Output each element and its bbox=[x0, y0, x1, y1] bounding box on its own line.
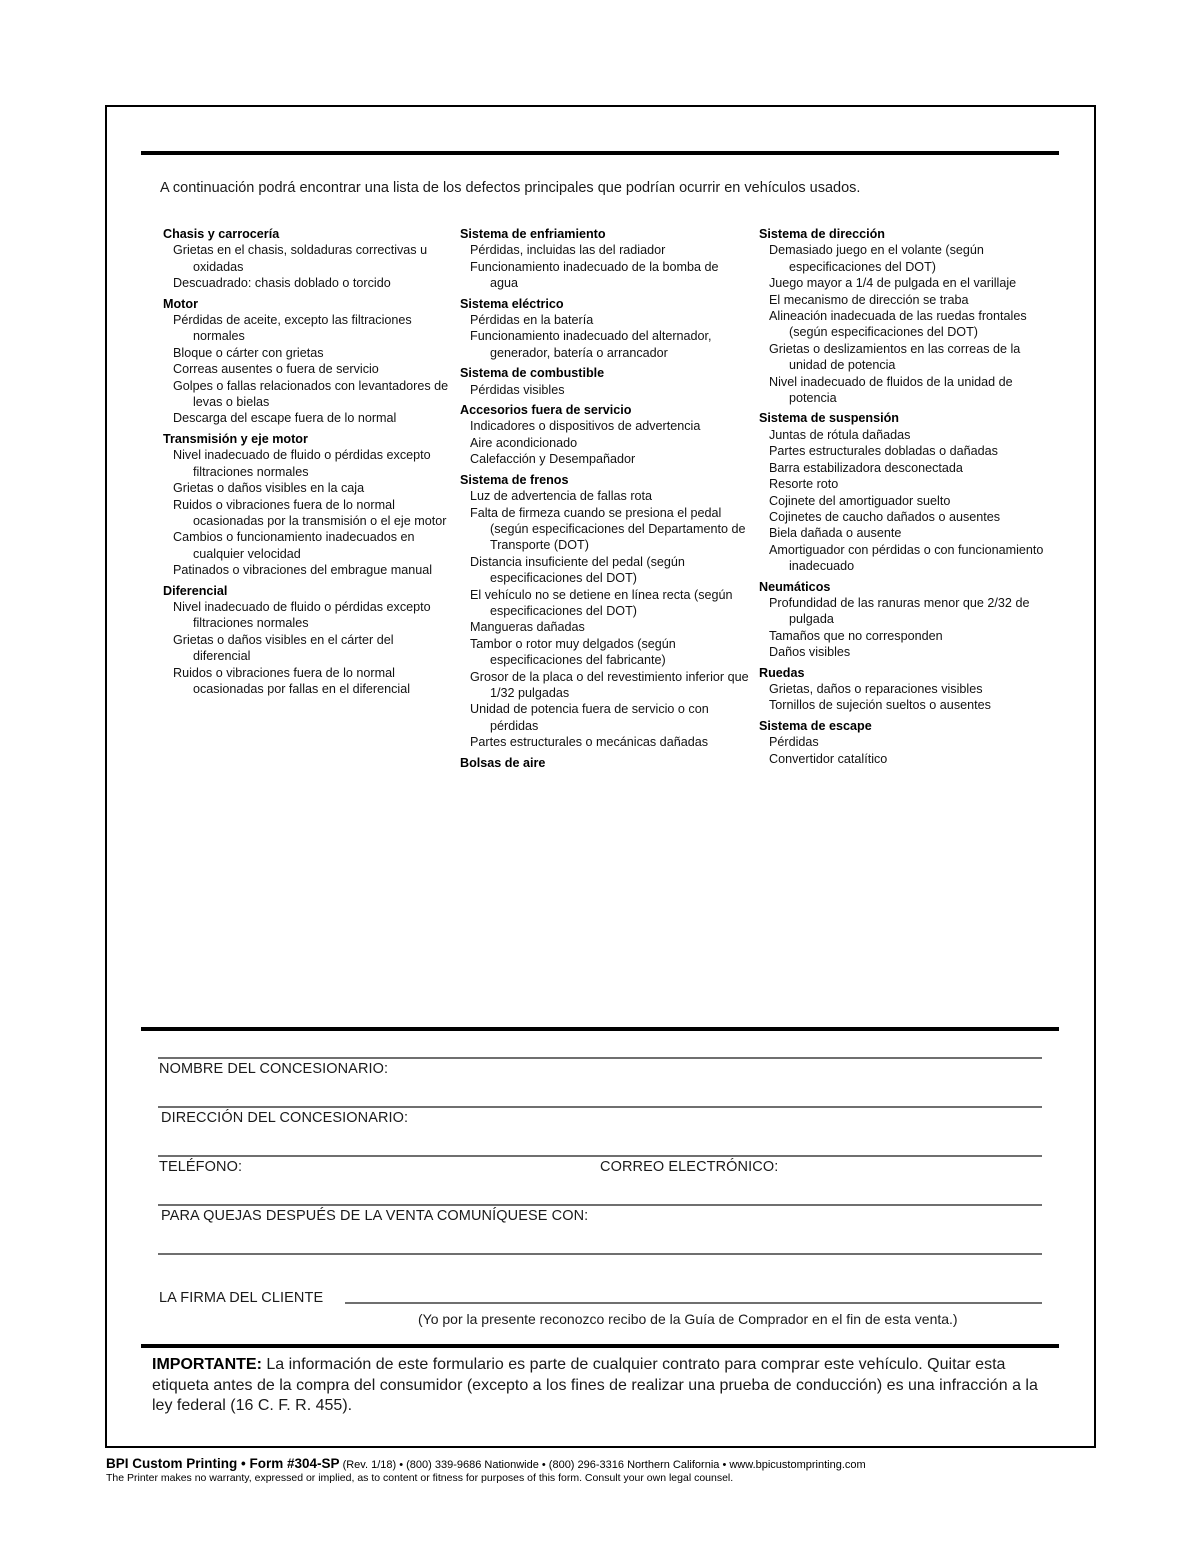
defect-item: Mangueras dañadas bbox=[470, 620, 585, 635]
defect-item: Distancia insuficiente del pedal (según especificaciones del DOT) bbox=[470, 554, 685, 586]
dealer-address-field[interactable]: DIRECCIÓN DEL CONCESIONARIO: bbox=[161, 1110, 409, 1126]
defect-section bbox=[460, 296, 750, 362]
email-field[interactable]: CORREO ELECTRÓNICO: bbox=[600, 1159, 779, 1175]
defect-section bbox=[759, 410, 1049, 574]
defect-item: Grietas en el chasis, soldaduras correctivas u oxidadas bbox=[173, 243, 428, 274]
defect-section bbox=[460, 472, 750, 751]
section-title: Sistema de enfriamiento bbox=[460, 227, 606, 241]
contact-line bbox=[158, 1155, 1042, 1157]
defect-section bbox=[163, 431, 453, 579]
complaints-contact-line[interactable] bbox=[158, 1253, 1042, 1255]
defects-column-3 bbox=[759, 226, 1049, 771]
defect-item: Amortiguador con pérdidas o con funcionamiento inadecuado bbox=[769, 542, 1044, 574]
defect-item: Daños visibles bbox=[769, 645, 851, 660]
defect-section bbox=[460, 226, 750, 292]
section-title: Sistema eléctrico bbox=[460, 296, 564, 311]
section-title: Accesorios fuera de servicio bbox=[460, 403, 632, 418]
defect-item: Juntas de rótula dañadas bbox=[769, 427, 911, 442]
defect-section bbox=[163, 583, 453, 698]
defect-item: Partes estructurales dobladas o dañadas bbox=[769, 444, 998, 459]
defect-item: Alineación inadecuada de las ruedas frontales (según especificaciones del DOT) bbox=[769, 309, 1027, 340]
defect-item: Pérdidas bbox=[769, 735, 819, 750]
defect-item: Patinados o vibraciones del embrague manual bbox=[173, 563, 433, 578]
bottom-rule bbox=[141, 1344, 1059, 1348]
defect-item: El mecanismo de dirección se traba bbox=[769, 292, 969, 307]
defect-item: Juego mayor a 1/4 de pulgada en el varillaje bbox=[769, 276, 1017, 291]
phone-field[interactable]: TELÉFONO: bbox=[159, 1159, 243, 1175]
defect-item: Convertidor catalítico bbox=[769, 751, 888, 766]
dealer-address-line bbox=[158, 1106, 1042, 1108]
dealer-name-line bbox=[158, 1057, 1042, 1059]
intro-text: A continuación podrá encontrar una lista de los defectos principales que podrían ocurrir en vehículos usados. bbox=[160, 180, 861, 196]
section-title: Bolsas de aire bbox=[460, 755, 546, 770]
defect-section bbox=[759, 226, 1049, 406]
defect-item: Barra estabilizadora desconectada bbox=[769, 460, 963, 475]
section-title: Ruedas bbox=[759, 665, 805, 680]
acknowledgement-text: (Yo por la presente reconozco recibo de la Guía de Comprador en el fin de esta venta.) bbox=[418, 1311, 958, 1327]
middle-rule bbox=[141, 1027, 1059, 1031]
defect-item: Cojinete del amortiguador suelto bbox=[769, 493, 951, 508]
defect-section bbox=[460, 365, 750, 398]
section-title: Motor bbox=[163, 296, 198, 311]
defect-item: Ruidos o vibraciones fuera de lo normal ocasionadas por fallas en el diferencial bbox=[173, 665, 411, 696]
defect-item: Calefacción y Desempañador bbox=[470, 452, 636, 467]
dealer-name-field[interactable]: NOMBRE DEL CONCESIONARIO: bbox=[159, 1061, 389, 1077]
defect-item: Nivel inadecuado de fluidos de la unidad de potencia bbox=[769, 374, 1013, 406]
important-notice bbox=[152, 1355, 1062, 1417]
defect-section bbox=[163, 296, 453, 427]
defect-item: Nivel inadecuado de fluido o pérdidas excepto filtraciones normales bbox=[173, 448, 431, 479]
section-title: Neumáticos bbox=[759, 579, 831, 594]
defect-item: Pérdidas visibles bbox=[470, 382, 565, 397]
defect-item: Pérdidas, incluidas las del radiador bbox=[470, 243, 666, 258]
defect-item: Bloque o cárter con grietas bbox=[173, 345, 324, 360]
defect-item: Descarga del escape fuera de lo normal bbox=[173, 411, 397, 426]
defect-item: Partes estructurales o mecánicas dañadas bbox=[470, 735, 709, 750]
defect-section bbox=[759, 665, 1049, 714]
defect-item: Aire acondicionado bbox=[470, 435, 578, 450]
defect-item: Pérdidas en la batería bbox=[470, 313, 594, 328]
defect-section bbox=[460, 755, 750, 771]
defect-item: Correas ausentes o fuera de servicio bbox=[173, 362, 379, 377]
section-title: Transmisión y eje motor bbox=[163, 431, 308, 446]
section-title: Diferencial bbox=[163, 583, 228, 598]
complaints-field[interactable]: PARA QUEJAS DESPUÉS DE LA VENTA COMUNÍQUESE CON: bbox=[161, 1208, 589, 1224]
section-title: Sistema de escape bbox=[759, 718, 872, 733]
defect-item: Tornillos de sujeción sueltos o ausentes bbox=[769, 698, 991, 713]
defect-item: Grietas o daños visibles en el cárter del diferencial bbox=[173, 632, 394, 664]
top-rule bbox=[141, 151, 1059, 155]
printer-details: (Rev. 1/18) • (800) 339-9686 Nationwide • (800) 296-3316 Northern California • www.bpicustomprinting.com bbox=[339, 1459, 866, 1471]
defect-section bbox=[759, 579, 1049, 661]
defect-item: Descuadrado: chasis doblado o torcido bbox=[173, 276, 391, 291]
defect-item: Nivel inadecuado de fluido o pérdidas excepto filtraciones normales bbox=[173, 599, 431, 631]
section-title: Sistema de combustible bbox=[460, 366, 605, 381]
defect-item: Funcionamiento inadecuado del alternador, generador, batería o arrancador bbox=[470, 329, 712, 360]
defect-item: Pérdidas de aceite, excepto las filtraciones normales bbox=[173, 313, 412, 344]
defect-item: Biela dañada o ausente bbox=[769, 526, 902, 541]
defects-column-2 bbox=[460, 226, 750, 775]
complaints-line bbox=[158, 1204, 1042, 1206]
defect-item: Unidad de potencia fuera de servicio o con pérdidas bbox=[470, 702, 709, 733]
defect-item: Tamaños que no corresponden bbox=[769, 628, 943, 643]
important-label: IMPORTANTE: bbox=[152, 1356, 262, 1373]
defect-section bbox=[163, 226, 453, 292]
defect-item: El vehículo no se detiene en línea recta (según especificaciones del DOT) bbox=[470, 587, 733, 618]
printer-disclaimer: The Printer makes no warranty, expressed or implied, as to content or fitness for purposes of this form. Consult your own legal counsel. bbox=[106, 1472, 734, 1484]
defect-item: Grietas o deslizamientos en las correas de la unidad de potencia bbox=[769, 341, 1021, 373]
section-title: Sistema de suspensión bbox=[759, 411, 899, 426]
signature-field[interactable] bbox=[345, 1302, 1042, 1304]
defect-item: Grietas, daños o reparaciones visibles bbox=[769, 681, 983, 696]
important-text: La información de este formulario es parte de cualquier contrato para comprar este vehículo. Quitar esta etiqueta antes de la compra del consumidor (excepto a los fines de realizar una prueba de conducción) es una infracción a la ley federal (16 C. F. R. 455). bbox=[152, 1356, 1038, 1414]
section-title: Chasis y carrocería bbox=[163, 227, 280, 241]
defect-item: Golpes o fallas relacionados con levantadores de levas o bielas bbox=[173, 378, 449, 410]
defect-item: Cambios o funcionamiento inadecuados en cualquier velocidad bbox=[173, 530, 415, 561]
defect-item: Profundidad de las ranuras menor que 2/32 de pulgada bbox=[769, 595, 1030, 627]
printer-brand: BPI Custom Printing • Form #304-SP bbox=[106, 1456, 340, 1471]
defect-item: Grosor de la placa o del revestimiento inferior que 1/32 pulgadas bbox=[470, 669, 749, 700]
defect-item: Grietas o daños visibles en la caja bbox=[173, 481, 365, 496]
printer-footer bbox=[106, 1457, 866, 1485]
section-title: Sistema de frenos bbox=[460, 472, 569, 487]
defect-item: Funcionamiento inadecuado de la bomba de agua bbox=[470, 259, 719, 291]
defect-item: Indicadores o dispositivos de advertencia bbox=[470, 419, 701, 434]
defect-item: Tambor o rotor muy delgados (según especificaciones del fabricante) bbox=[470, 636, 676, 668]
defect-section bbox=[460, 402, 750, 468]
defects-column-1 bbox=[163, 226, 453, 701]
signature-label: LA FIRMA DEL CLIENTE bbox=[159, 1290, 324, 1306]
defect-item: Falta de firmeza cuando se presiona el pedal (según especificaciones del Departamento de Transporte (DOT) bbox=[470, 505, 746, 553]
defect-item: Demasiado juego en el volante (según especificaciones del DOT) bbox=[769, 243, 984, 274]
defect-item: Resorte roto bbox=[769, 477, 839, 492]
section-title: Sistema de dirección bbox=[759, 227, 885, 241]
defect-item: Luz de advertencia de fallas rota bbox=[470, 489, 653, 504]
defect-item: Cojinetes de caucho dañados o ausentes bbox=[769, 509, 1001, 524]
defect-item: Ruidos o vibraciones fuera de lo normal ocasionadas por la transmisión o el eje motor bbox=[173, 497, 447, 528]
defect-section bbox=[759, 718, 1049, 767]
